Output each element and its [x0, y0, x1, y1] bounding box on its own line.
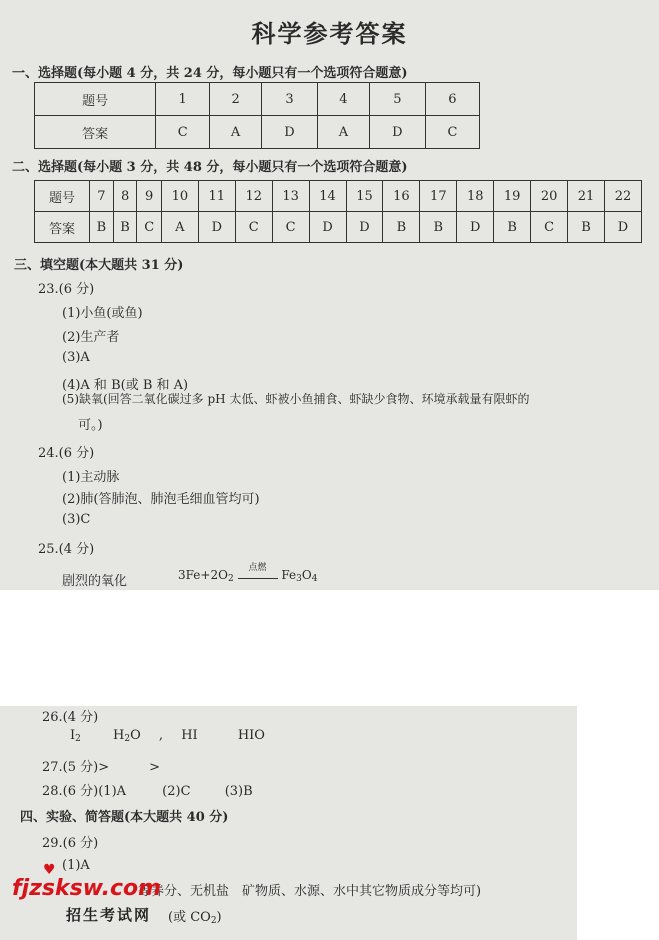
- row-label: 答案: [35, 212, 90, 243]
- answer-cell: D: [309, 212, 346, 243]
- answer-cell: D: [198, 212, 235, 243]
- q23-answer-5: (5)缺氧(回答二氧化碳过多 pH 太低、虾被小鱼捕食、虾缺少食物、环境承载量有限虾的: [62, 392, 530, 406]
- q27-answer: [42, 756, 160, 775]
- q23-answer-3: (3)A: [62, 350, 90, 365]
- q26-label: 26.(4 分): [42, 710, 99, 725]
- q28-part-1: 28.(6 分)(1)A: [42, 784, 127, 799]
- q28-part-3: (3)B: [224, 784, 253, 799]
- q29-answer-1: (1)A: [62, 858, 90, 873]
- answer-cell: C: [137, 212, 161, 243]
- subscript: 2: [210, 916, 217, 926]
- question-number: 11: [198, 181, 235, 212]
- heart-icon: ♥: [43, 862, 56, 878]
- question-number: 19: [494, 181, 531, 212]
- answer-cell: C: [272, 212, 309, 243]
- q24-answer-1: (1)主动脉: [62, 470, 120, 485]
- equation-left: 3Fe+2O: [178, 568, 228, 582]
- q23-answer-1: (1)小鱼(或鱼): [62, 306, 143, 321]
- question-number: 6: [425, 83, 479, 116]
- question-number: 14: [309, 181, 346, 212]
- table-row: [35, 116, 480, 149]
- answer-cell: D: [261, 116, 317, 149]
- question-number: 17: [420, 181, 457, 212]
- answer-cell: D: [604, 212, 641, 243]
- formula-o: O: [130, 728, 141, 743]
- question-number: 3: [261, 83, 317, 116]
- question-number: 12: [235, 181, 272, 212]
- row-label: 答案: [35, 116, 156, 149]
- formula-h2o: H: [113, 728, 125, 743]
- answer-cell: D: [369, 116, 425, 149]
- section2-heading: 二、选择题(每小题 3 分，共 48 分，每小题只有一个选项符合题意): [12, 160, 408, 175]
- question-number: 22: [604, 181, 641, 212]
- answer-cell: C: [531, 212, 568, 243]
- answer-table-2: [34, 180, 642, 243]
- subscript: 2: [227, 574, 234, 584]
- question-number: 7: [90, 181, 114, 212]
- subscript: 4: [311, 574, 318, 584]
- answer-cell: B: [494, 212, 531, 243]
- question-number: 1: [156, 83, 210, 116]
- q24-answer-2: (2)肺(答肺泡、肺泡毛细血管均可): [62, 492, 260, 507]
- answer-cell: C: [235, 212, 272, 243]
- q23-label: 23.(6 分): [38, 282, 95, 297]
- q25-equation: [178, 563, 318, 584]
- subscript: 3: [296, 574, 302, 584]
- table-row: [35, 83, 480, 116]
- q28-part-2: (2)C: [162, 784, 191, 799]
- section3-heading: 三、填空题(本大题共 31 分): [14, 258, 184, 273]
- table-row: [35, 181, 642, 212]
- reaction-condition: [238, 563, 278, 579]
- formula-i2: I: [70, 728, 76, 743]
- answer-cell: C: [425, 116, 479, 149]
- question-number: 9: [137, 181, 161, 212]
- section4-heading: 四、实验、简答题(本大题共 40 分): [20, 810, 229, 825]
- equation-right: Fe: [281, 568, 297, 582]
- q23-answer-4: (4)A 和 B(或 B 和 A): [62, 378, 189, 393]
- q23-answer-2: (2)生产者: [62, 330, 120, 345]
- subscript: 2: [75, 734, 81, 744]
- reaction-bar: [238, 578, 278, 579]
- q29-answer-2: 等养分、无机盐 矿物质、水源、水中其它物质成分等均可): [138, 884, 482, 899]
- condition-label: 点燃: [248, 563, 267, 573]
- watermark-logo: fjzsksw.com: [12, 876, 162, 901]
- question-number: 10: [161, 181, 198, 212]
- answer-cell: D: [457, 212, 494, 243]
- q29-answer-3: [168, 906, 222, 926]
- page-title: 科学参考答案: [251, 20, 408, 48]
- formula-hio: HIO: [237, 728, 265, 743]
- row-label: 题号: [35, 181, 90, 212]
- answer-cell: A: [210, 116, 262, 149]
- table-row: [35, 212, 642, 243]
- answer-cell: B: [90, 212, 114, 243]
- question-number: 13: [272, 181, 309, 212]
- section1-heading: 一、选择题(每小题 4 分，共 24 分，每小题只有一个选项符合题意): [12, 66, 408, 81]
- question-number: 8: [113, 181, 137, 212]
- q29-text-end: ): [216, 910, 222, 925]
- answer-table-1: [34, 82, 480, 149]
- q25-label: 25.(4 分): [38, 542, 95, 557]
- answer-cell: A: [161, 212, 198, 243]
- answer-cell: B: [568, 212, 605, 243]
- question-number: 21: [568, 181, 605, 212]
- answer-cell: B: [383, 212, 420, 243]
- question-number: 18: [457, 181, 494, 212]
- subscript: 2: [124, 734, 131, 744]
- question-number: 2: [210, 83, 262, 116]
- question-number: 4: [318, 83, 370, 116]
- answer-cell: C: [156, 116, 210, 149]
- q28-answer: [42, 780, 253, 799]
- answer-cell: D: [346, 212, 383, 243]
- question-number: 5: [369, 83, 425, 116]
- q29-text: (或 CO: [168, 910, 211, 925]
- row-label: 题号: [35, 83, 156, 116]
- q27-symbol: >: [149, 760, 161, 775]
- answer-cell: A: [318, 116, 370, 149]
- q23-answer-5-cont: 可。): [78, 418, 103, 433]
- formula-hi: HI: [181, 728, 198, 743]
- answer-cell: B: [113, 212, 137, 243]
- q27-label: 27.(5 分)>: [42, 760, 110, 775]
- q24-answer-3: (3)C: [62, 512, 91, 527]
- q29-label: 29.(6 分): [42, 836, 99, 851]
- q25-answer-text: 剧烈的氧化: [62, 574, 128, 589]
- question-number: 15: [346, 181, 383, 212]
- separator: ,: [158, 728, 164, 743]
- question-number: 16: [383, 181, 420, 212]
- q26-answer: [70, 728, 265, 744]
- q24-label: 24.(6 分): [38, 446, 95, 461]
- question-number: 20: [531, 181, 568, 212]
- watermark-cn: 招生考试网: [66, 906, 152, 924]
- answer-cell: B: [420, 212, 457, 243]
- equation-oxygen: O: [301, 568, 312, 582]
